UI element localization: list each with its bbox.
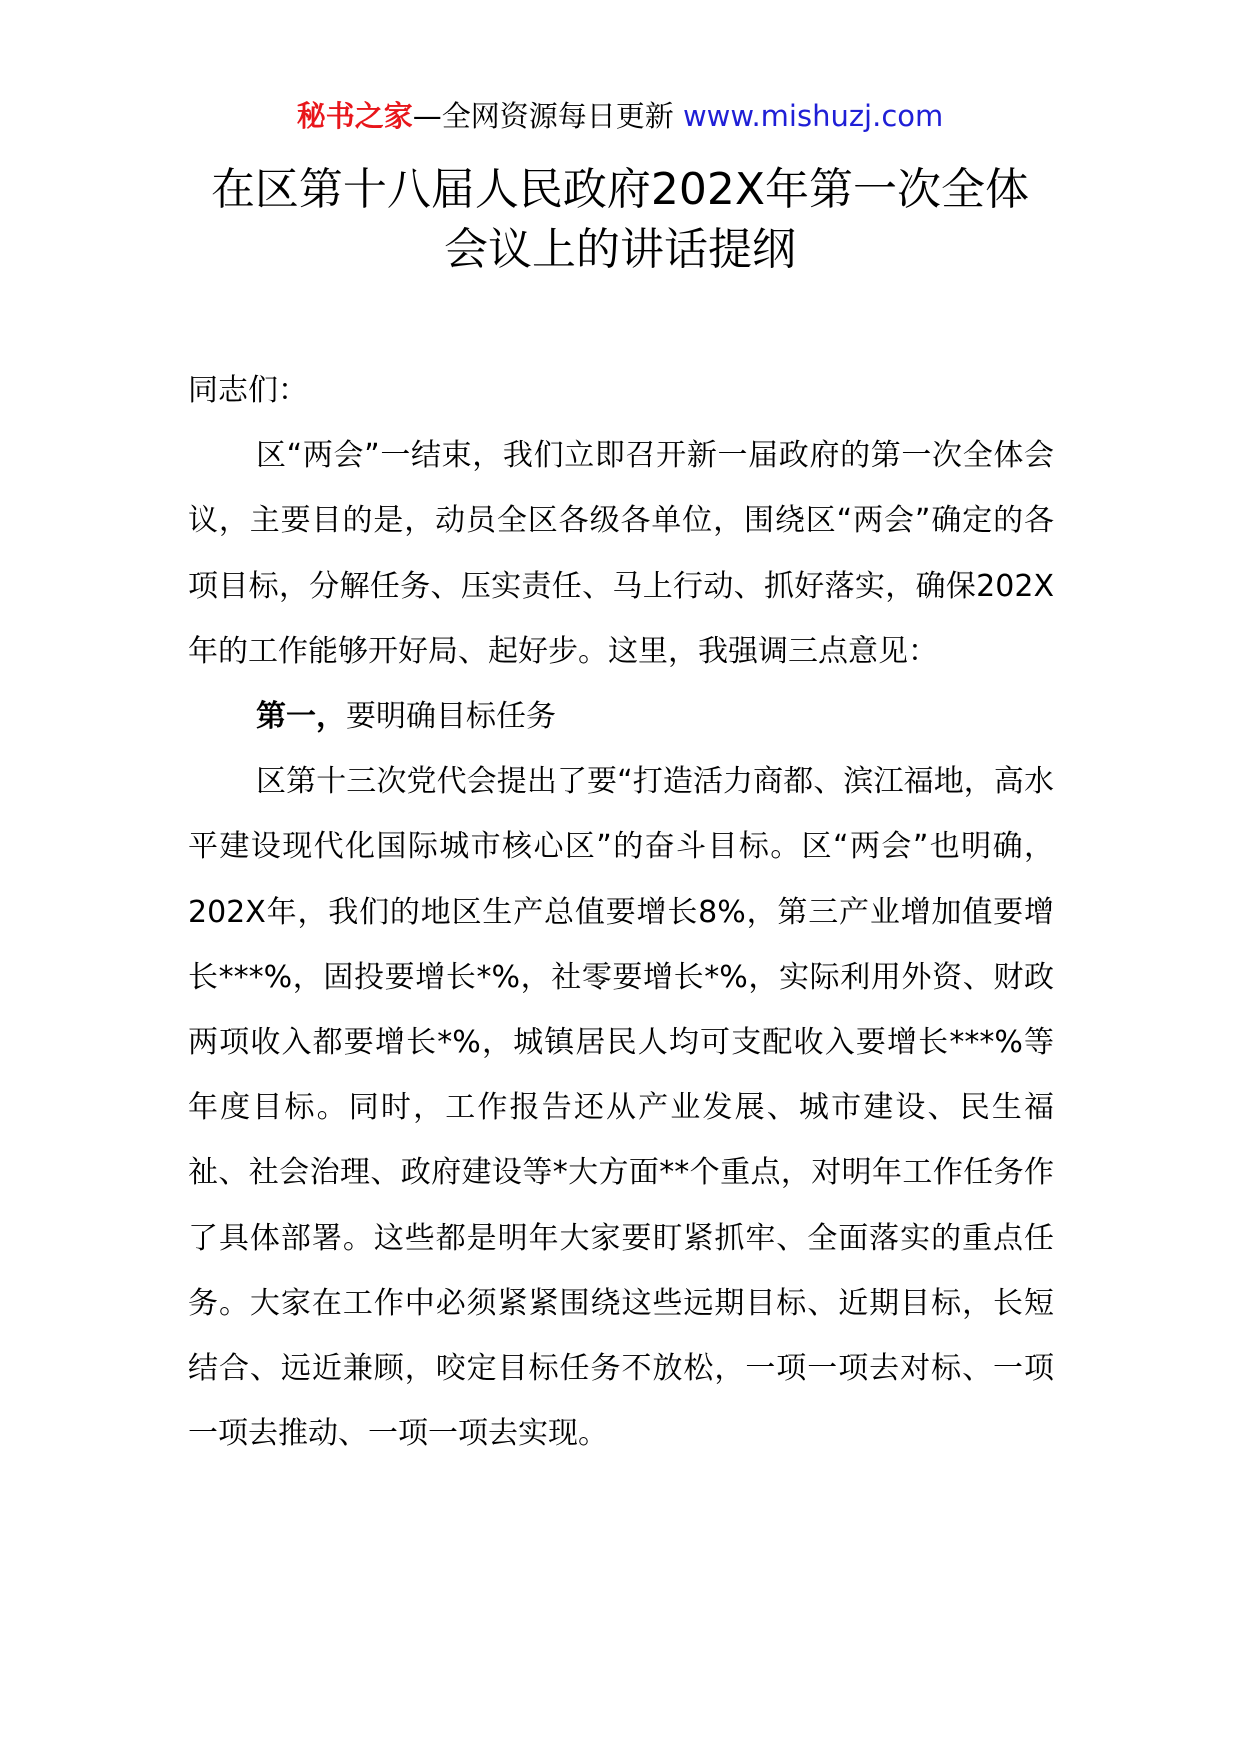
paragraph-intro: 区“两会”一结束，我们立即召开新一届政府的第一次全体会议，主要目的是，动员全区各级各单位，围绕区“两会”确定的各项目标，分解任务、压实责任、马上行动、抓好落实，确保202X年的工作能够开好局、起好步。这里，我强调三点意见： xyxy=(188,438,1054,669)
site-header xyxy=(0,98,1240,134)
section-heading-title: 要明确目标任务 xyxy=(346,699,556,735)
paragraph-targets: 区第十三次党代会提出了要“打造活力商都、滨江福地，高水平建设现代化国际城市核心区”的奋斗目标。区“两会”也明确，202X年，我们的地区生产总值要增长8%，第三产业增加值要增长***%，固投要增长*%，社零要增长*%，实际利用外资、财政两项收入都要增长*%，城镇居民人均可支配收入要增长***%等年度目标。同时，工作报告还从产业发展、城市建设、民生福祉、社会治理、政府建设等*大方面**个重点，对明年工作任务作了具体部署。这些都是明年大家要盯紧抓牢、全面落实的重点任务。大家在工作中必须紧紧围绕这些远期目标、近期目标，长短结合、远近兼顾，咬定目标任务不放松，一项一项去对标、一项一项去推动、一项一项去实现。 xyxy=(188,764,1054,1452)
document-title xyxy=(0,160,1240,280)
site-url-link[interactable]: www.mishuzj.com xyxy=(682,99,944,133)
title-line-2: 会议上的讲话提纲 xyxy=(444,224,796,275)
site-tagline: —全网资源每日更新 xyxy=(412,99,683,133)
salutation: 同志们： xyxy=(188,373,308,408)
title-line-1: 在区第十八届人民政府202X年第一次全体 xyxy=(210,164,1030,215)
document-body xyxy=(188,358,1054,1466)
section-heading-number: 第一， xyxy=(256,699,346,735)
section-heading xyxy=(188,684,1054,749)
site-brand: 秘书之家 xyxy=(296,99,413,133)
